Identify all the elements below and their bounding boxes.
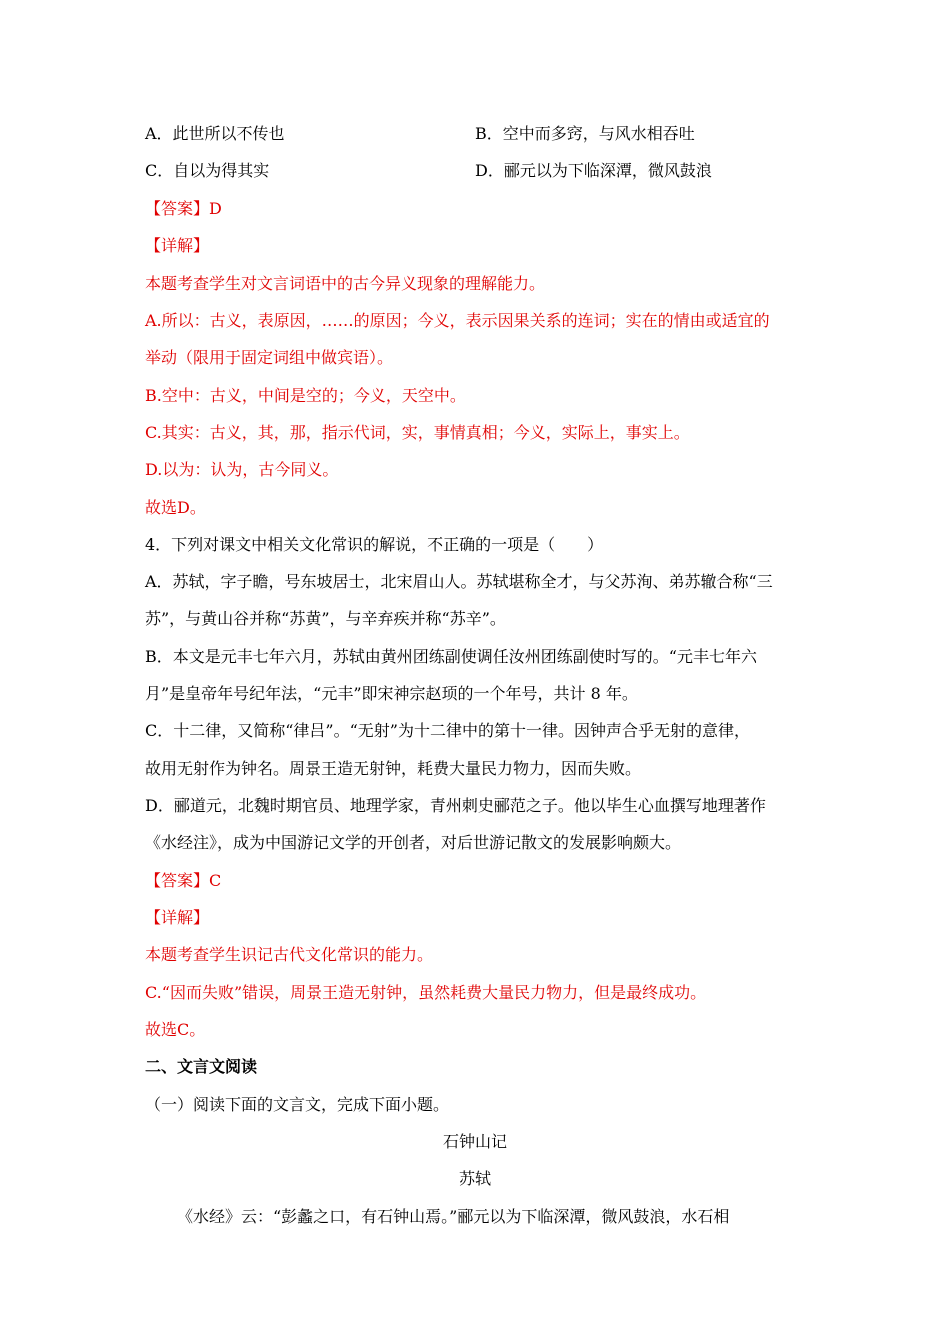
answer-value: C bbox=[209, 871, 222, 890]
q3-explain-line: B.空中：古义，中间是空的；今义，天空中。 bbox=[145, 386, 466, 405]
q3-option-a: A．此世所以不传也 bbox=[145, 124, 285, 143]
q4-answer bbox=[145, 871, 221, 891]
q3-explain-line: 本题考查学生对文言词语中的古今异义现象的理解能力。 bbox=[145, 274, 546, 293]
passage-title: 石钟山记 bbox=[442, 1132, 507, 1151]
answer-label: 【答案】 bbox=[145, 199, 210, 218]
q3-answer bbox=[145, 199, 222, 219]
q4-option-line: B．本文是元丰七年六月，苏轼由黄州团练副使调任汝州团练副使时写的。“元丰七年六 bbox=[145, 647, 757, 666]
passage-author: 苏轼 bbox=[458, 1169, 491, 1188]
q4-explain-label: 【详解】 bbox=[145, 908, 210, 927]
q4-option-line: C．十二律，又简称“律吕”。“无射”为十二律中的第十一律。因钟声合乎无射的意律， bbox=[145, 721, 750, 740]
q4-option-line: 苏”，与黄山谷并称“苏黄”，与辛弃疾并称“苏辛”。 bbox=[145, 609, 506, 628]
q4-option-line: 故用无射作为钟名。周景王造无射钟，耗费大量民力物力，因而失败。 bbox=[145, 759, 642, 778]
section-heading: 二、文言文阅读 bbox=[145, 1057, 258, 1076]
q4-explain-line: C.“因而失败”错误，周景王造无射钟，虽然耗费大量民力物力，但是最终成功。 bbox=[145, 983, 707, 1002]
answer-value: D bbox=[209, 199, 222, 218]
q4-option-line: A．苏轼，字子瞻，号东坡居士，北宋眉山人。苏轼堪称全才，与父苏洵、弟苏辙合称“三 bbox=[145, 572, 773, 591]
q4-option-line: 《水经注》，成为中国游记文学的开创者，对后世游记散文的发展影响颇大。 bbox=[145, 833, 682, 852]
q3-explain-label: 【详解】 bbox=[145, 236, 210, 255]
q3-option-d: D．郦元以为下临深潭，微风鼓浪 bbox=[475, 161, 712, 180]
q3-explain-line: D.以为：认为，古今同义。 bbox=[145, 460, 339, 479]
q4-option-line: 月”是皇帝年号纪年法，“元丰”即宋神宗赵顼的一个年号，共计 8 年。 bbox=[145, 684, 638, 703]
q3-explain-line: 故选D。 bbox=[145, 498, 206, 517]
answer-label: 【答案】 bbox=[145, 871, 210, 890]
q4-option-line: D．郦道元，北魏时期官员、地理学家，青州刺史郦范之子。他以毕生心血撰写地理著作 bbox=[145, 796, 766, 815]
q3-option-b: B．空中而多窍，与风水相吞吐 bbox=[475, 124, 695, 143]
q3-explain-line: C.其实：古义，其，那，指示代词，实，事情真相；今义，实际上，事实上。 bbox=[145, 423, 690, 442]
q4-explain-line: 故选C。 bbox=[145, 1020, 206, 1039]
q3-explain-line: 举动（限用于固定词组中做宾语）。 bbox=[145, 348, 394, 367]
section-intro: （一）阅读下面的文言文，完成下面小题。 bbox=[145, 1095, 450, 1114]
passage-first-line: 《水经》云：“彭蠡之口，有石钟山焉。”郦元以为下临深潭，微风鼓浪，水石相 bbox=[177, 1207, 730, 1226]
q4-stem: 4．下列对课文中相关文化常识的解说，不正确的一项是（ ） bbox=[145, 535, 604, 554]
q4-explain-line: 本题考查学生识记古代文化常识的能力。 bbox=[145, 945, 434, 964]
q3-explain-line: A.所以：古义，表原因，……的原因；今义，表示因果关系的连词；实在的情由或适宜的 bbox=[145, 311, 770, 330]
q3-option-c: C．自以为得其实 bbox=[145, 161, 270, 180]
